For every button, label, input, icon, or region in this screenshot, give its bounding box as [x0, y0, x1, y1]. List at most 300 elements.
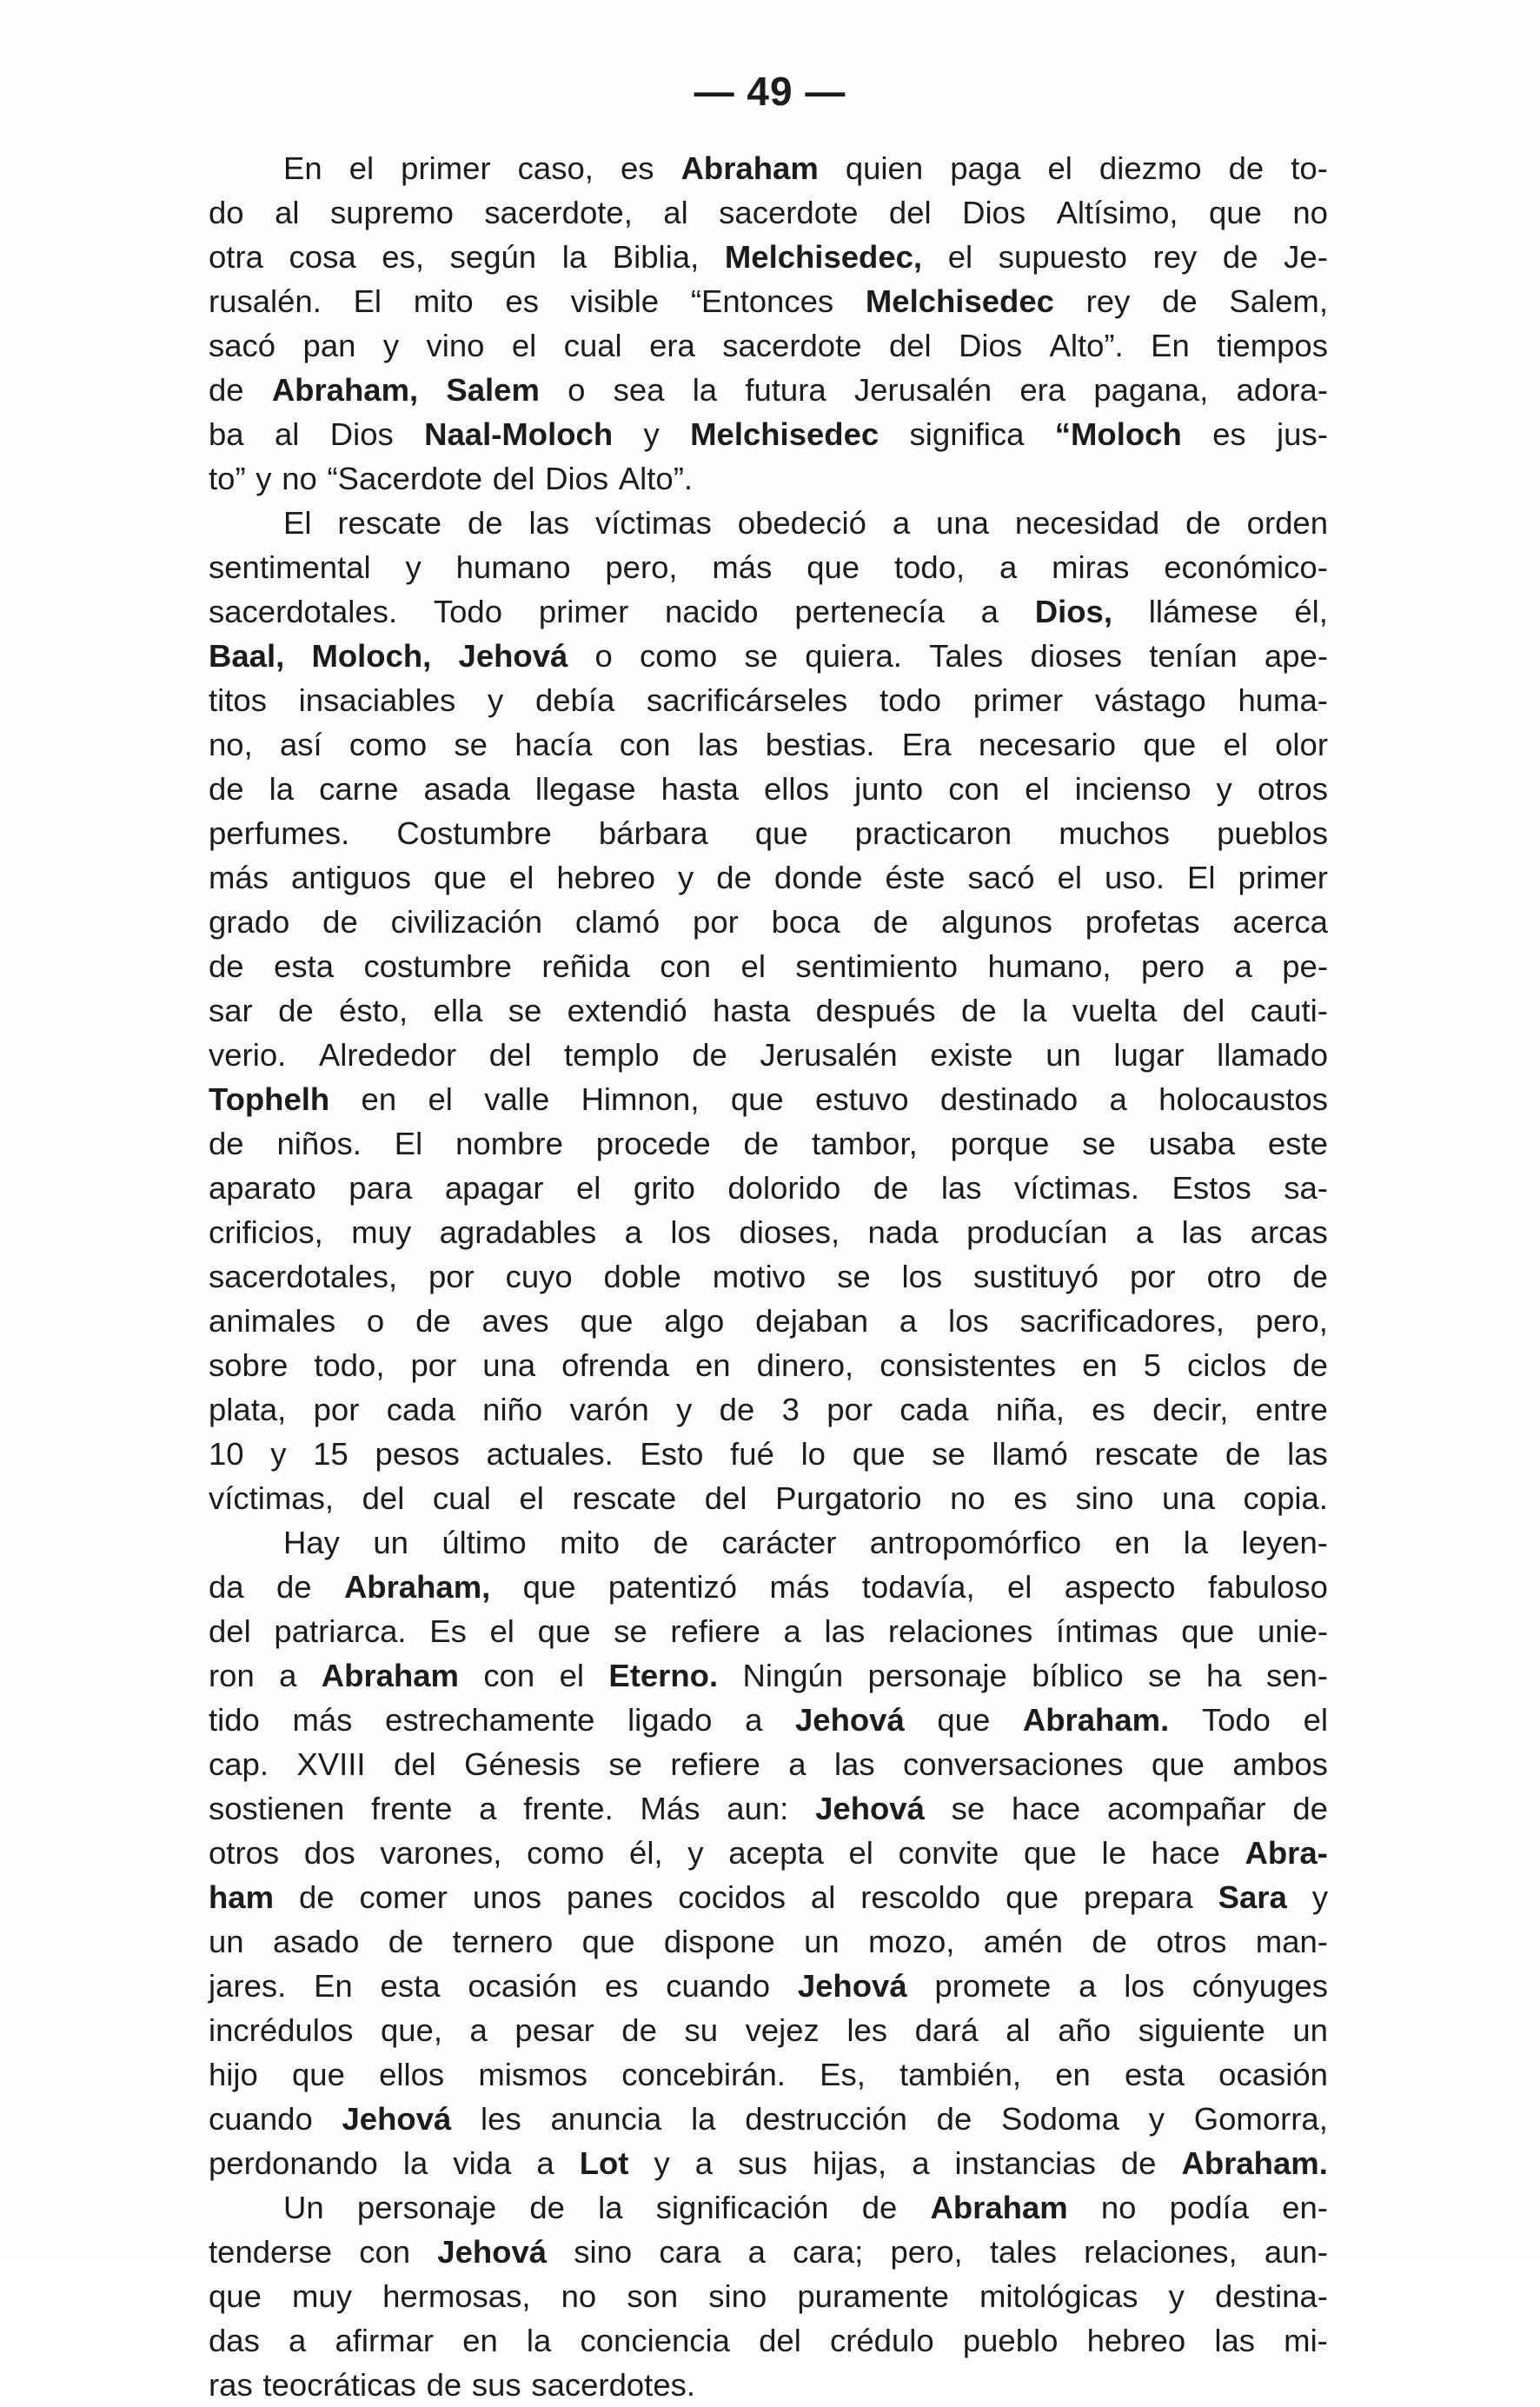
word: de — [1120, 2145, 1157, 2181]
word: otros — [209, 1835, 280, 1871]
word: fué — [730, 1436, 774, 1472]
word: hebreo — [1086, 2323, 1186, 2358]
text-line — [209, 1964, 1328, 2008]
word: un — [209, 1924, 244, 1959]
word: todo, — [893, 549, 966, 585]
word: o — [366, 1303, 385, 1339]
word: sacó — [209, 328, 276, 363]
word: la — [561, 239, 587, 275]
bold-term: Abraham — [321, 1658, 460, 1693]
bold-term: “Moloch — [1054, 416, 1182, 452]
word: y — [1148, 2101, 1165, 2137]
word: a — [624, 1214, 642, 1250]
word: el — [428, 1081, 453, 1117]
word: ternero — [452, 1924, 554, 1959]
text-line — [209, 323, 1328, 368]
word: significa — [909, 416, 1025, 452]
word: El — [394, 1126, 423, 1161]
word: las — [824, 1613, 866, 1649]
word: de — [873, 1170, 909, 1206]
word: Alrededor — [318, 1037, 457, 1073]
word: el — [575, 1170, 601, 1206]
word: y — [676, 1392, 693, 1427]
word: y — [678, 860, 694, 895]
text-line — [209, 545, 1328, 589]
word: esta — [380, 1968, 441, 2004]
word: supuesto — [998, 239, 1127, 275]
word: a — [1234, 948, 1252, 984]
word: bíblico — [1032, 1658, 1124, 1693]
word: en — [694, 1347, 731, 1383]
word: sacerdote — [719, 195, 859, 230]
word: miras — [1052, 549, 1130, 585]
word: de — [621, 2012, 657, 2048]
word: Salem, — [1229, 283, 1328, 319]
text-line — [209, 944, 1328, 988]
word: se — [608, 1746, 642, 1782]
word: Era — [901, 727, 952, 762]
word: de — [298, 1879, 335, 1915]
text-line — [209, 1254, 1328, 1299]
word: primer — [1238, 860, 1328, 895]
word: hermosas, — [382, 2278, 531, 2314]
word: aparato — [209, 1170, 316, 1206]
word: animales — [209, 1303, 336, 1339]
word: tiempos — [1217, 328, 1328, 363]
word: 10 — [209, 1436, 244, 1472]
word: al — [810, 1879, 836, 1915]
word: el — [559, 1658, 585, 1693]
word: teocráticas — [262, 2367, 416, 2403]
word: todavía, — [861, 1569, 975, 1605]
word: primer — [972, 682, 1064, 718]
word: visible — [570, 283, 660, 319]
word: templo — [564, 1037, 660, 1073]
word: dispone — [663, 1924, 775, 1959]
word: hasta — [660, 771, 739, 807]
word: mismos — [478, 2057, 588, 2092]
word: de — [467, 505, 503, 541]
word: procede — [595, 1126, 711, 1161]
word: al — [275, 195, 300, 230]
word: das — [209, 2323, 260, 2358]
word: llegase — [534, 771, 636, 807]
word: mito — [413, 283, 474, 319]
word: aves — [481, 1303, 549, 1339]
word: ellos — [763, 771, 830, 807]
word: incrédulos — [209, 2012, 354, 2048]
word: sentimiento — [795, 948, 959, 984]
word: 5 — [1143, 1347, 1161, 1383]
word: una — [1162, 1480, 1215, 1516]
word: a — [289, 2323, 307, 2358]
word: ella — [433, 993, 483, 1028]
word: a — [694, 2145, 714, 2181]
word: de — [716, 860, 752, 895]
word: no, — [209, 727, 253, 762]
text-line — [209, 2363, 1328, 2407]
word: doble — [603, 1259, 681, 1294]
word: futura — [745, 372, 826, 408]
word: reñida — [541, 948, 630, 984]
word: su — [684, 2012, 719, 2048]
word: se — [508, 993, 542, 1028]
word: un — [1292, 2012, 1328, 2048]
word: vino — [426, 328, 485, 363]
word: instancias — [954, 2145, 1096, 2181]
word: nada — [867, 1214, 939, 1250]
text-line — [209, 235, 1328, 279]
word: de — [1292, 1791, 1328, 1826]
word: según — [449, 239, 537, 275]
bold-term: Jehová — [797, 1968, 907, 2004]
word: íntimas — [1055, 1613, 1158, 1649]
word: víctimas, — [209, 1480, 334, 1516]
word: de — [209, 1126, 244, 1161]
word: unos — [472, 1879, 541, 1915]
word: cónyuges — [1192, 1968, 1328, 2004]
word: hace — [1151, 1835, 1220, 1871]
word: valle — [484, 1081, 550, 1117]
word: sino — [708, 2278, 767, 2314]
word: fabuloso — [1207, 1569, 1328, 1605]
word: destrucción — [745, 2101, 907, 2137]
word: de — [275, 1569, 312, 1605]
word: como — [348, 727, 428, 762]
word: En — [283, 150, 322, 186]
word: sa- — [1284, 1170, 1328, 1206]
word: vida — [453, 2145, 512, 2181]
bold-term: Jehová — [794, 1702, 905, 1738]
word: con — [619, 727, 671, 762]
word: Purgatorio — [775, 1480, 922, 1516]
word: rescoldo — [860, 1879, 981, 1915]
word: ofrenda — [561, 1347, 669, 1383]
word: por — [410, 1347, 457, 1383]
word: no — [1292, 195, 1328, 230]
word: y — [405, 549, 422, 585]
word: la — [1022, 993, 1047, 1028]
word: concebirán. — [621, 2057, 786, 2092]
word: cuando — [209, 2101, 313, 2137]
word: sen- — [1265, 1658, 1328, 1693]
word: siguiente — [1138, 2012, 1265, 2048]
word: que — [522, 1569, 576, 1605]
word: Estos — [1172, 1170, 1251, 1206]
word: que — [937, 1702, 991, 1738]
word: una — [482, 1347, 536, 1383]
word: la — [1183, 1525, 1209, 1560]
word: a — [1079, 1968, 1097, 2004]
word: El — [1187, 860, 1216, 895]
word: do — [209, 195, 244, 230]
word: aun: — [727, 1791, 789, 1826]
word: primer — [538, 594, 629, 629]
word: to- — [1291, 150, 1328, 186]
word: de — [1185, 505, 1221, 541]
word: de — [1292, 1347, 1328, 1383]
word: es — [620, 150, 654, 186]
word: de — [415, 1303, 451, 1339]
word: que — [1152, 1746, 1205, 1782]
word: jus- — [1277, 416, 1328, 452]
word: del — [759, 2323, 801, 2358]
word: del — [1182, 993, 1225, 1028]
word: amén — [983, 1924, 1064, 1959]
word: olor — [1275, 727, 1328, 762]
word: a — [999, 549, 1018, 585]
bold-term: Abraham. — [1181, 2145, 1328, 2181]
word: promete — [934, 1968, 1052, 2004]
word: cosa — [289, 239, 356, 275]
word: pan — [302, 328, 356, 363]
word: de — [1222, 239, 1258, 275]
word: era — [1019, 372, 1066, 408]
text-line — [209, 368, 1328, 412]
word: sacerdotales, — [209, 1259, 398, 1294]
word: cara — [659, 2234, 721, 2270]
word: pertenecía — [794, 594, 945, 629]
word: motivo — [712, 1259, 807, 1294]
word: a — [536, 2145, 554, 2181]
word: la — [691, 2101, 716, 2137]
word: de — [1292, 1259, 1328, 1294]
word: a — [980, 594, 999, 629]
word: otro — [1206, 1259, 1262, 1294]
word: de — [209, 771, 244, 807]
word: las — [940, 1170, 982, 1206]
word: rusalén. — [209, 283, 322, 319]
word: crédulo — [829, 2323, 934, 2358]
word: se — [744, 638, 779, 674]
word: para — [348, 1170, 413, 1206]
text-line — [209, 811, 1328, 855]
word: es — [505, 283, 539, 319]
text-line — [209, 1742, 1328, 1786]
word: sacerdotes. — [531, 2367, 696, 2403]
word: to” — [209, 461, 246, 496]
bold-term: Eterno. — [608, 1658, 719, 1693]
word: obedeció — [737, 505, 866, 541]
word: sacerdote — [722, 328, 862, 363]
word: Más — [640, 1791, 700, 1826]
word: destinado — [939, 1081, 1079, 1117]
word: XVIII — [296, 1746, 366, 1782]
word: Dios — [962, 195, 1026, 230]
word: huma- — [1238, 682, 1328, 718]
word: patriarca. — [274, 1613, 407, 1649]
word: un — [804, 1924, 840, 1959]
word: Todo — [433, 594, 503, 629]
text-line — [209, 1875, 1328, 1919]
word: así — [279, 727, 322, 762]
word: que — [434, 860, 487, 895]
word: carne — [319, 771, 399, 807]
word: sar — [209, 993, 253, 1028]
word: que — [292, 2057, 345, 2092]
word: de — [322, 904, 358, 940]
word: les — [846, 2012, 888, 2048]
word: hacía — [514, 727, 593, 762]
word: era — [649, 328, 695, 363]
word: el — [508, 860, 534, 895]
word: del — [362, 1480, 405, 1516]
text-line — [209, 2052, 1328, 2097]
word: existe — [930, 1037, 1013, 1073]
word: esta — [274, 948, 335, 984]
word: significación — [655, 2190, 829, 2225]
word: de — [278, 993, 314, 1028]
text-line — [209, 678, 1328, 722]
word: esta — [1124, 2057, 1185, 2092]
word: que — [537, 1613, 591, 1649]
word: por — [1129, 1259, 1176, 1294]
word: estrechamente — [385, 1702, 595, 1738]
word: que, — [380, 2012, 442, 2048]
word: de — [936, 2101, 972, 2137]
word: aspecto — [1064, 1569, 1176, 1605]
word: a — [788, 1746, 807, 1782]
bold-term: Abraham — [930, 2190, 1068, 2225]
word: dejaban — [755, 1303, 869, 1339]
word: dinero, — [756, 1347, 854, 1383]
word: Un — [283, 2190, 324, 2225]
word: mito — [560, 1525, 621, 1560]
word: todo, — [314, 1347, 385, 1383]
word: que — [1023, 1835, 1077, 1871]
word: la — [598, 2190, 623, 2225]
word: a — [783, 1613, 801, 1649]
word: vuelta — [1072, 993, 1158, 1028]
word: niña, — [995, 1392, 1065, 1427]
word: ocasión — [1218, 2057, 1328, 2092]
word: otros — [1156, 1924, 1227, 1959]
word: se — [1082, 1126, 1116, 1161]
word: más — [209, 860, 269, 895]
word: la — [402, 2145, 428, 2181]
word: Sodoma — [1001, 2101, 1119, 2137]
word: cada — [386, 1392, 455, 1427]
word: dará — [914, 2012, 979, 2048]
word: de — [426, 2367, 462, 2403]
word: pero, — [1255, 1303, 1328, 1339]
word: Génesis — [464, 1746, 581, 1782]
word: al — [663, 195, 688, 230]
bold-term: Abraham — [680, 150, 819, 186]
text-line — [209, 589, 1328, 634]
word: al — [274, 416, 300, 452]
word: podía — [1169, 2190, 1249, 2225]
word: niño — [482, 1392, 543, 1427]
word: verio. — [209, 1037, 287, 1073]
word: civilización — [390, 904, 543, 940]
word: que — [1143, 727, 1197, 762]
word: víctimas — [595, 505, 712, 541]
word: clamó — [574, 904, 660, 940]
word: relaciones — [887, 1613, 1033, 1649]
bold-term: Dios, — [1034, 594, 1112, 629]
word: un — [1045, 1037, 1081, 1073]
word: una — [936, 505, 989, 541]
word: incienso — [1074, 771, 1192, 807]
word: da — [209, 1569, 244, 1605]
word: la — [692, 372, 718, 408]
word: sus — [738, 2145, 787, 2181]
word: pesos — [375, 1436, 460, 1472]
word: las — [697, 727, 739, 762]
word: último — [441, 1525, 527, 1560]
word: sus — [471, 2367, 521, 2403]
word: rey — [1085, 283, 1131, 319]
bold-term: Tophelh — [209, 1081, 330, 1117]
word: vástago — [1094, 682, 1206, 718]
word: actuales. — [486, 1436, 614, 1472]
word: convite — [898, 1835, 999, 1871]
text-line — [209, 634, 1328, 678]
word: se — [932, 1436, 966, 1472]
word: Tales — [929, 638, 1004, 674]
text-line — [209, 501, 1328, 545]
word: muy — [351, 1214, 412, 1250]
word: en — [361, 1081, 397, 1117]
word: nombre — [455, 1126, 563, 1161]
word: Es — [429, 1613, 467, 1649]
text-line — [209, 412, 1328, 456]
word: aun- — [1264, 2234, 1328, 2270]
text-line — [209, 900, 1328, 944]
word: es — [1013, 1480, 1047, 1516]
word: dolorido — [727, 1170, 841, 1206]
word: rescate — [572, 1480, 677, 1516]
word: Esto — [640, 1436, 704, 1472]
word: el — [348, 150, 375, 186]
word: comer — [359, 1879, 448, 1915]
word: del — [888, 195, 932, 230]
word: producían — [966, 1214, 1108, 1250]
word: 3 — [781, 1392, 800, 1427]
word: Alto”. — [1049, 328, 1124, 363]
word: Jerusalén — [760, 1037, 898, 1073]
text-line — [209, 456, 1328, 501]
word: le — [1101, 1835, 1126, 1871]
word: y — [654, 2145, 670, 2181]
word: y — [1168, 2278, 1185, 2314]
text-line — [209, 767, 1328, 811]
word: año — [1058, 2012, 1112, 2048]
word: un — [373, 1525, 408, 1560]
word: los — [948, 1303, 989, 1339]
word: el — [1025, 771, 1050, 807]
word: se — [951, 1791, 986, 1826]
word: pero — [1140, 948, 1205, 984]
word: tenderse — [209, 2234, 333, 2270]
word: del — [393, 1746, 436, 1782]
word: la — [269, 771, 295, 807]
word: más — [769, 1569, 830, 1605]
word: supremo — [329, 195, 454, 230]
word: plata, — [209, 1392, 287, 1427]
word: uso. — [1105, 860, 1165, 895]
word: de — [861, 2190, 898, 2225]
text-line — [209, 1077, 1328, 1121]
word: de — [529, 2190, 565, 2225]
word: cada — [899, 1392, 969, 1427]
word: del — [209, 1613, 251, 1649]
word: se — [837, 1259, 871, 1294]
body-text — [209, 146, 1328, 2407]
word: sea — [613, 372, 665, 408]
word: hasta — [713, 993, 791, 1028]
